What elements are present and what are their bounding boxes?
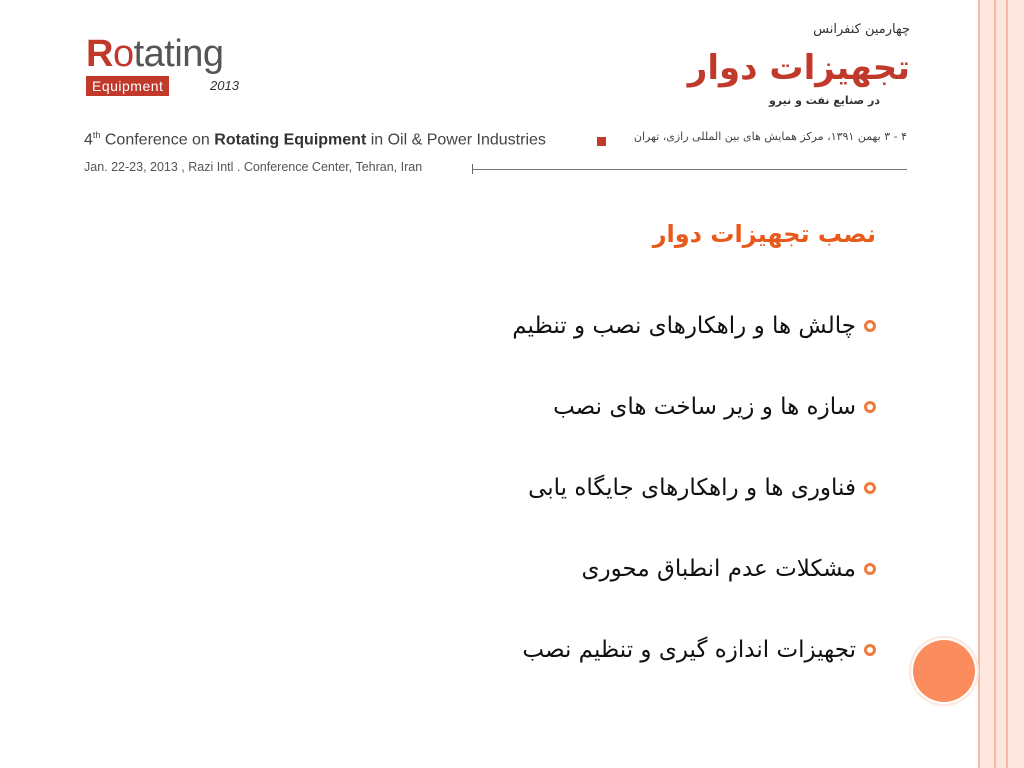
conference-title-en <box>84 130 546 149</box>
list-item <box>316 548 876 629</box>
decorative-circle <box>913 640 975 702</box>
conference-text: Conference on <box>100 131 215 149</box>
header-divider <box>472 169 907 170</box>
bullet-list <box>316 305 876 710</box>
logo-equipment-box: Equipment <box>86 76 169 96</box>
conference-date-location: Jan. 22-23, 2013 , Razi Intl . Conference Center, Tehran, Iran <box>84 160 423 174</box>
stripe <box>1008 0 1024 768</box>
bullet-text: مشکلات عدم انطباق محوری <box>581 556 856 582</box>
conference-text-bold: Rotating Equipment <box>214 131 367 149</box>
bullet-text: چالش ها و راهکارهای نصب و تنظیم <box>512 313 856 339</box>
conference-line <box>84 128 907 152</box>
list-item <box>316 467 876 548</box>
decorative-stripes <box>978 0 1024 768</box>
conference-ordinal: th <box>92 130 101 140</box>
logo-wordmark <box>86 34 224 74</box>
logo-fa-main: تجهیزات دوار <box>687 48 910 88</box>
bullet-circle-icon <box>864 563 876 575</box>
list-item <box>316 629 876 710</box>
bullet-text: تجهیزات اندازه گیری و تنظیم نصب <box>522 637 856 663</box>
conference-title-fa: ۴ - ۳ بهمن ۱۳۹۱، مرکز همایش های بین المللی رازی، تهران <box>633 130 907 143</box>
logo-year: 2013 <box>210 78 239 93</box>
bullet-circle-icon <box>864 482 876 494</box>
conference-text: in Oil & Power Industries <box>366 131 546 149</box>
bullet-circle-icon <box>864 401 876 413</box>
separator-square <box>597 137 606 146</box>
logo-fa-sub: در صنایع نفت و نیرو <box>768 94 880 107</box>
conference-number: 4 <box>84 131 93 149</box>
bullet-text: سازه ها و زیر ساخت های نصب <box>553 394 856 420</box>
bullet-circle-icon <box>864 644 876 656</box>
stripe <box>980 0 994 768</box>
list-item <box>316 386 876 467</box>
logo-letter-o: o <box>112 33 134 75</box>
bullet-circle-icon <box>864 320 876 332</box>
bullet-text: فناوری ها و راهکارهای جایگاه یابی <box>528 475 856 501</box>
list-item <box>316 305 876 386</box>
persian-conference-logo <box>620 18 910 118</box>
logo-letter-r: R <box>86 33 113 75</box>
rotating-equipment-logo <box>86 34 256 98</box>
stripe <box>996 0 1006 768</box>
logo-word-rest: tating <box>133 33 224 75</box>
slide-title: نصب تجهیزات دوار <box>652 220 876 248</box>
logo-fa-top: چهارمین کنفرانس <box>813 22 910 37</box>
